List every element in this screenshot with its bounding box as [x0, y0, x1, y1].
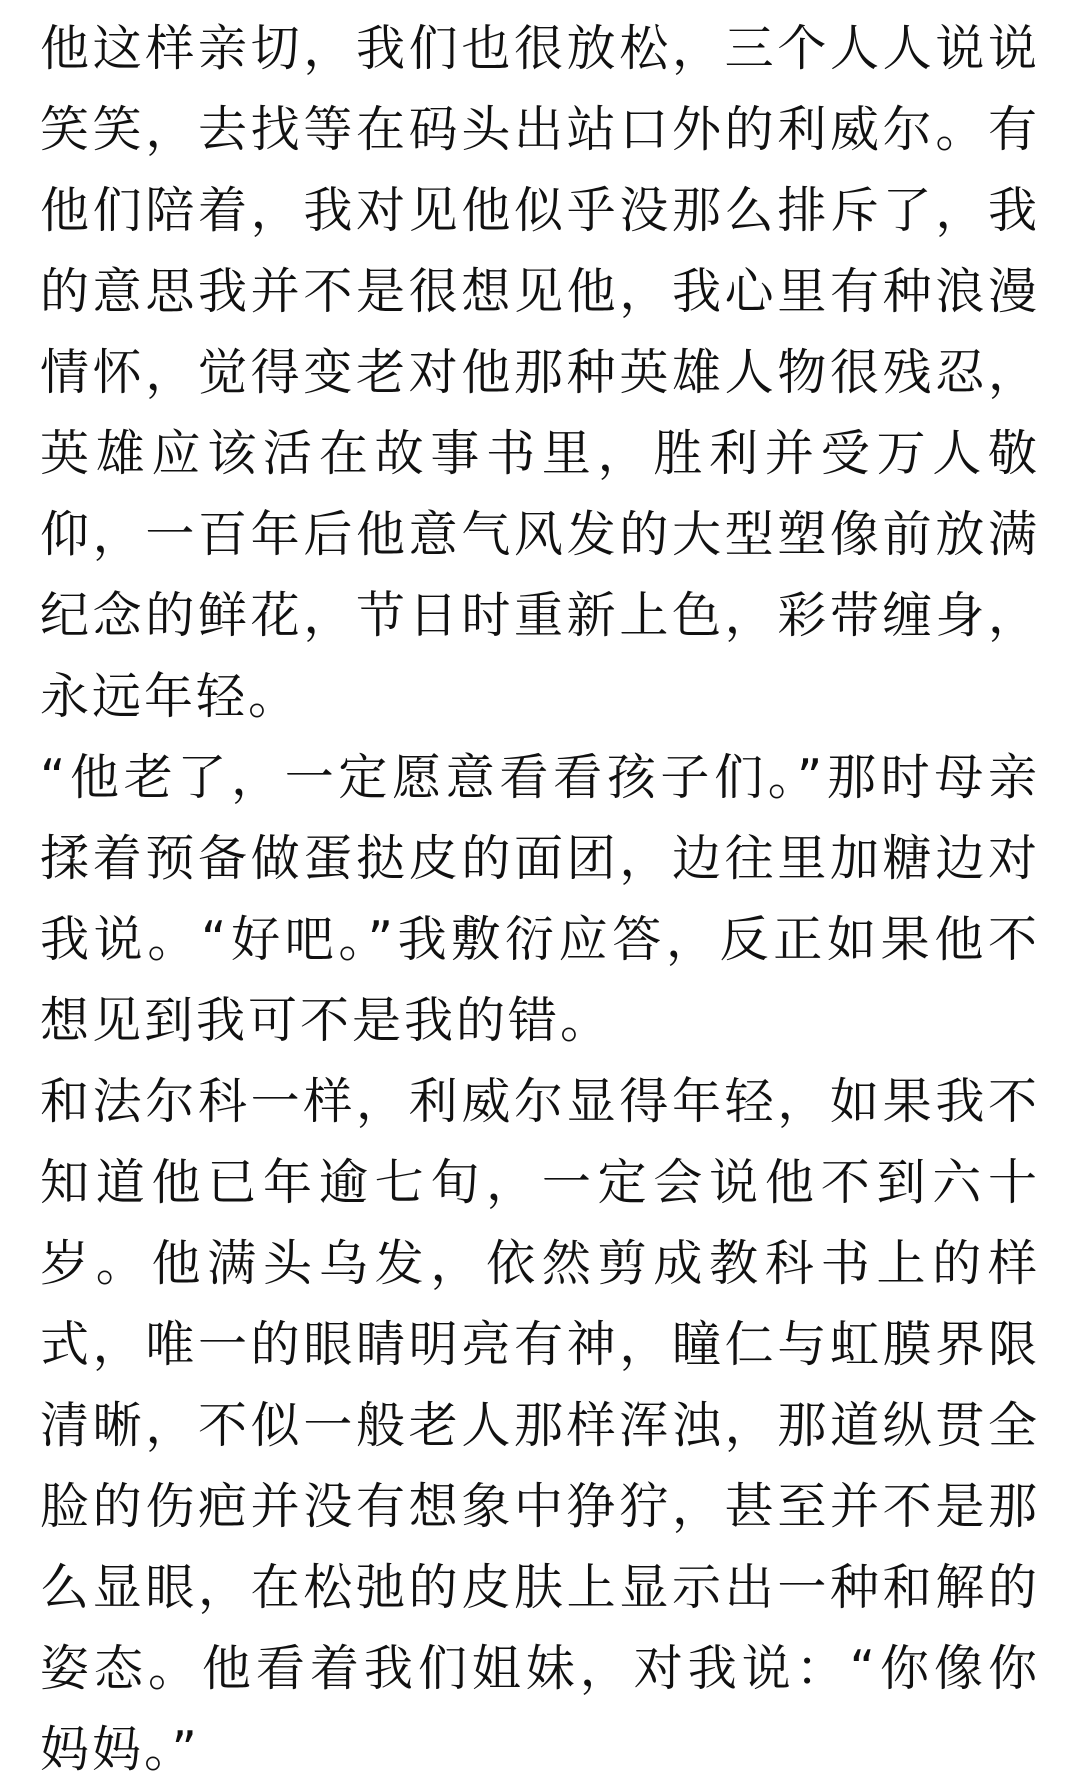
- paragraph-2: “他老了，一定愿意看看孩子们。”那时母亲揉着预备做蛋挞皮的面团，边往里加糖边对我说。“好吧。”我敷衍应答，反正如果他不想见到我可不是我的错。: [40, 749, 1040, 1049]
- paragraph-3: 和法尔科一样，利威尔显得年轻，如果我不知道他已年逾七旬，一定会说他不到六十岁。他满头乌发，依然剪成教科书上的样式，唯一的眼睛明亮有神，瞳仁与虹膜界限清晰，不似一般老人那样浑浊，那道纵贯全脸的伤疤并没有想象中狰狞，甚至并不是那么显眼，在松弛的皮肤上显示出一种和解的姿态。他看着我们姐妹，对我说：“你像你妈妈。”: [40, 1073, 1040, 1778]
- paragraph-1: 他这样亲切，我们也很放松，三个人人说说笑笑，去找等在码头出站口外的利威尔。有他们陪着，我对见他似乎没那么排斥了，我的意思我并不是很想见他，我心里有种浪漫情怀，觉得变老对他那种英雄人物很残忍，英雄应该活在故事书里，胜利并受万人敬仰，一百年后他意气风发的大型塑像前放满纪念的鲜花，节日时重新上色，彩带缠身，永远年轻。: [40, 20, 1040, 725]
